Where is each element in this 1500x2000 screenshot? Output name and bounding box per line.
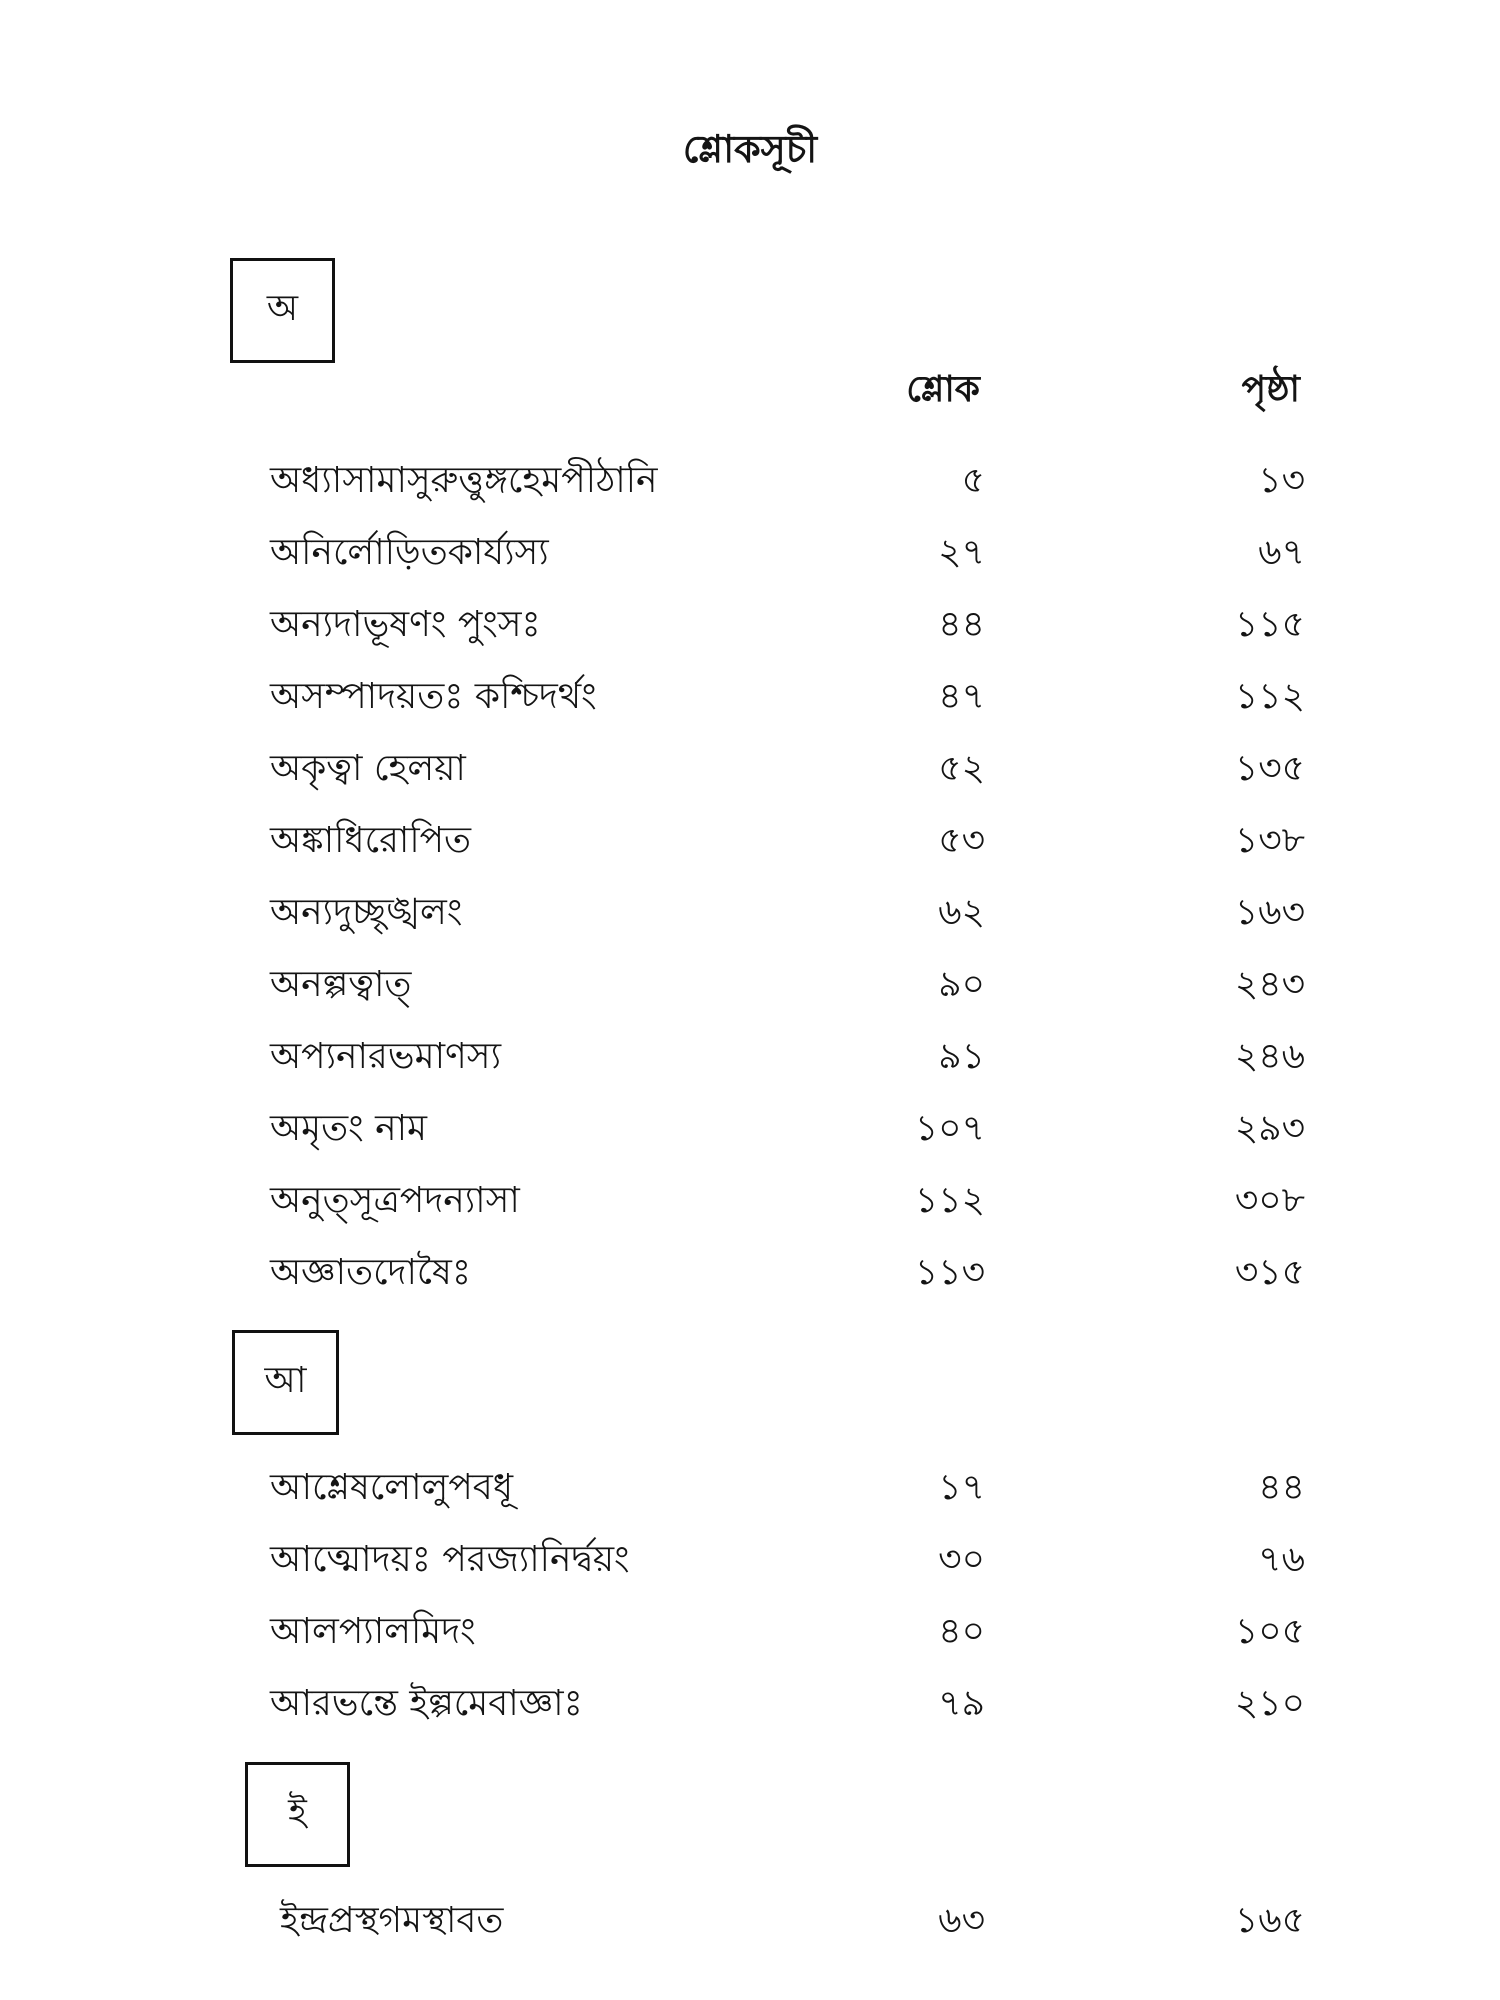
entry-page-number: ৩০৮ — [1234, 1180, 1305, 1221]
entry-verse-number: ৬২ — [938, 892, 985, 933]
index-entry — [0, 1676, 1500, 1732]
index-entry — [0, 1173, 1500, 1229]
entry-first-line: আরভন্তে ইল্পমেবাজ্ঞাঃ — [270, 1683, 583, 1724]
index-entry — [0, 957, 1500, 1013]
entry-verse-number: ৫২ — [938, 748, 985, 789]
entry-page-number: ১৩৫ — [1234, 748, 1305, 789]
entry-verse-number: ৯১ — [938, 1036, 985, 1077]
entry-first-line: অপ্যনারভমাণস্য — [270, 1036, 502, 1077]
entry-first-line: অন্যদাভূষণং পুংসঃ — [270, 604, 541, 645]
index-entry — [0, 1460, 1500, 1516]
entry-verse-number: ৫৩ — [938, 820, 985, 861]
entry-first-line: আলপ্যালমিদং — [270, 1611, 476, 1652]
section-letter-box: অ — [230, 258, 335, 363]
entry-page-number: ২৪৬ — [1234, 1036, 1305, 1077]
entry-page-number: ১৬৩ — [1234, 892, 1305, 933]
index-entry — [0, 1245, 1500, 1301]
index-entry — [0, 813, 1500, 869]
entry-page-number: ৩১৫ — [1234, 1252, 1305, 1293]
entry-first-line: অঙ্কাধিরোপিত — [270, 820, 472, 861]
entry-verse-number: ৪৪ — [938, 604, 985, 645]
entry-first-line: অসম্পাদয়তঃ কশ্চিদর্থং — [270, 676, 597, 717]
entry-page-number: ৭৬ — [1258, 1539, 1305, 1580]
entry-page-number: ১৩৮ — [1234, 820, 1305, 861]
page-title: শ্লোকসূচী — [682, 127, 818, 171]
entry-first-line: অনির্লোড়িতকার্য্যস্য — [270, 532, 549, 573]
index-entry — [0, 885, 1500, 941]
entry-verse-number: ৪০ — [938, 1611, 985, 1652]
index-entry — [0, 1532, 1500, 1588]
entry-page-number: ১০৫ — [1234, 1611, 1305, 1652]
entry-page-number: ১৩ — [1258, 460, 1305, 501]
page-column-header: পৃষ্ঠা — [1241, 369, 1300, 410]
entry-first-line: ইন্দ্রপ্রস্থগমস্থাবত — [280, 1900, 504, 1941]
index-entry — [0, 453, 1500, 509]
entry-first-line: আশ্লেষলোলুপবধূ — [270, 1467, 514, 1508]
entry-verse-number: ৫ — [961, 460, 985, 501]
entry-first-line: অকৃত্বা হেলয়া — [270, 748, 466, 789]
entry-page-number: ২১০ — [1234, 1683, 1305, 1724]
section-letter-box: আ — [232, 1330, 339, 1435]
entry-page-number: ৬৭ — [1258, 532, 1305, 573]
entry-verse-number: ২৭ — [938, 532, 985, 573]
index-entry — [0, 1604, 1500, 1660]
entry-verse-number: ৭৯ — [938, 1683, 985, 1724]
entry-page-number: ১৬৫ — [1234, 1900, 1305, 1941]
index-entry — [0, 669, 1500, 725]
index-entry — [0, 1101, 1500, 1157]
entry-verse-number: ৪৭ — [938, 676, 985, 717]
entry-verse-number: ১০৭ — [914, 1108, 985, 1149]
entry-verse-number: ১১৩ — [914, 1252, 985, 1293]
entry-page-number: ২৯৩ — [1234, 1108, 1305, 1149]
column-headers — [0, 362, 1500, 412]
entry-first-line: অনল্পত্বাত্ — [270, 964, 412, 1005]
entry-first-line: অন্যদুচ্ছৃঙ্খলং — [270, 892, 463, 933]
index-entry — [0, 1893, 1500, 1949]
entry-first-line: অনুত্সূত্রপদন্যাসা — [270, 1180, 520, 1221]
entry-page-number: ১১৫ — [1234, 604, 1305, 645]
entry-first-line: অজ্ঞাতদোষৈঃ — [270, 1252, 472, 1293]
index-entry — [0, 741, 1500, 797]
entry-first-line: অমৃতং নাম — [270, 1108, 428, 1149]
verse-column-header: শ্লোক — [906, 369, 980, 410]
index-entry — [0, 1029, 1500, 1085]
entry-first-line: অধ্যাসামাসুরুত্তুঙ্গহেমপীঠানি — [270, 460, 658, 501]
entry-first-line: আত্মোদয়ঃ পরজ্যানির্দ্বয়ং — [270, 1539, 630, 1580]
entry-verse-number: ৬৩ — [938, 1900, 985, 1941]
entry-page-number: ২৪৩ — [1234, 964, 1305, 1005]
entry-verse-number: ১৭ — [938, 1467, 985, 1508]
index-entry — [0, 525, 1500, 581]
entry-verse-number: ৩০ — [938, 1539, 985, 1580]
index-entry — [0, 597, 1500, 653]
entry-verse-number: ৯০ — [938, 964, 985, 1005]
entry-page-number: ১১২ — [1234, 676, 1305, 717]
section-letter-box: ই — [245, 1762, 350, 1867]
entry-page-number: ৪৪ — [1258, 1467, 1305, 1508]
entry-verse-number: ১১২ — [914, 1180, 985, 1221]
